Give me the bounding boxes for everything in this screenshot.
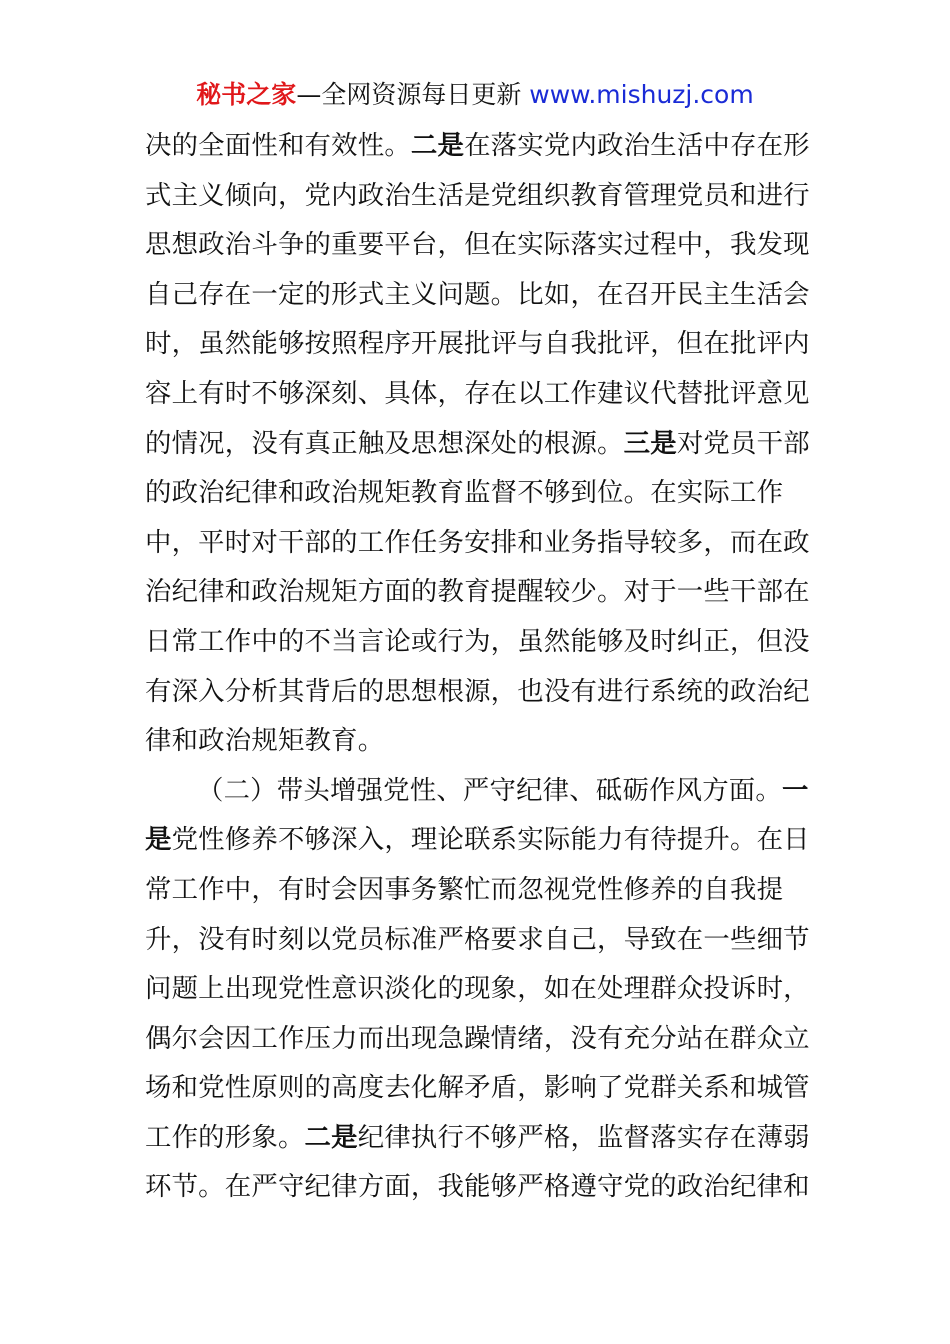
text-segment: 决的全面性和有效性。 <box>145 130 411 161</box>
text-line <box>145 1063 809 1113</box>
text-segment: 中，平时对干部的工作任务安排和业务指导较多，而在政 <box>145 526 810 558</box>
text-segment: 时，虽然能够按照程序开展批评与自我批评，但在批评内 <box>145 328 810 360</box>
text-line <box>145 468 809 518</box>
text-segment: 对党员干部 <box>676 427 810 459</box>
text-line <box>145 419 809 469</box>
text-line <box>145 716 809 766</box>
text-segment: 自己存在一定的形式主义问题。比如，在召开民主生活会 <box>145 278 810 310</box>
text-segment: 思想政治斗争的重要平台，但在实际落实过程中，我发现 <box>145 229 810 261</box>
text-segment: 在落实党内政治生活中存在形 <box>464 130 810 161</box>
bold-marker: 二是 <box>410 130 465 161</box>
text-line <box>145 865 809 915</box>
text-segment: 问题上出现党性意识淡化的现象，如在处理群众投诉时， <box>145 973 810 1005</box>
text-line <box>145 964 809 1014</box>
text-line <box>145 1113 809 1163</box>
text-segment: 律和政治规矩教育。 <box>145 725 385 757</box>
text-segment: （二）带头增强党性、严守纪律、砥砺作风方面。 <box>197 774 782 806</box>
bold-marker: 一 <box>782 774 809 806</box>
text-line <box>145 270 809 320</box>
text-segment: 的情况，没有真正触及思想深处的根源。 <box>145 427 624 459</box>
bold-marker: 三是 <box>623 427 677 459</box>
text-segment: 纪律执行不够严格，监督落实存在薄弱 <box>357 1121 810 1153</box>
document-body <box>145 121 809 1212</box>
text-segment: 工作的形象。 <box>145 1121 305 1153</box>
text-segment: 式主义倾向，党内政治生活是党组织教育管理党员和进行 <box>145 179 810 211</box>
text-line <box>145 518 809 568</box>
text-segment: 党性修养不够深入，理论联系实际能力有待提升。在日 <box>171 824 810 856</box>
text-line <box>145 220 809 270</box>
text-segment: 的政治纪律和政治规矩教育监督不够到位。在实际工作 <box>145 477 784 509</box>
text-segment: 升，没有时刻以党员标准严格要求自己，导致在一些细节 <box>145 923 810 955</box>
bold-marker: 二是 <box>304 1121 358 1153</box>
text-line <box>145 617 809 667</box>
text-segment: 场和党性原则的高度去化解矛盾，影响了党群关系和城管 <box>145 1072 810 1104</box>
text-line <box>145 815 809 865</box>
text-line <box>145 319 809 369</box>
site-brand: 秘书之家 <box>196 80 297 109</box>
site-header <box>0 78 950 112</box>
paragraph-heading-line <box>145 766 809 816</box>
text-line <box>145 369 809 419</box>
text-segment: 环节。在严守纪律方面，我能够严格遵守党的政治纪律和 <box>145 1171 810 1203</box>
text-line <box>145 1162 809 1212</box>
text-segment: 常工作中，有时会因事务繁忙而忽视党性修养的自我提 <box>145 873 784 905</box>
text-segment: 容上有时不够深刻、具体，存在以工作建议代替批评意见 <box>145 377 810 409</box>
bold-marker: 是 <box>145 824 172 856</box>
text-segment: 偶尔会因工作压力而出现急躁情绪，没有充分站在群众立 <box>145 1022 810 1054</box>
text-line <box>145 567 809 617</box>
text-segment: 治纪律和政治规矩方面的教育提醒较少。对于一些干部在 <box>145 576 810 608</box>
text-line <box>145 1014 809 1064</box>
text-line <box>145 171 809 221</box>
text-segment: 日常工作中的不当言论或行为，虽然能够及时纠正，但没 <box>145 625 810 657</box>
text-line <box>145 915 809 965</box>
text-line <box>145 121 809 171</box>
site-tagline: —全网资源每日更新 <box>296 80 522 109</box>
site-url[interactable]: www.mishuzj.com <box>529 80 754 109</box>
text-line <box>145 667 809 717</box>
text-segment: 有深入分析其背后的思想根源，也没有进行系统的政治纪 <box>145 675 810 707</box>
